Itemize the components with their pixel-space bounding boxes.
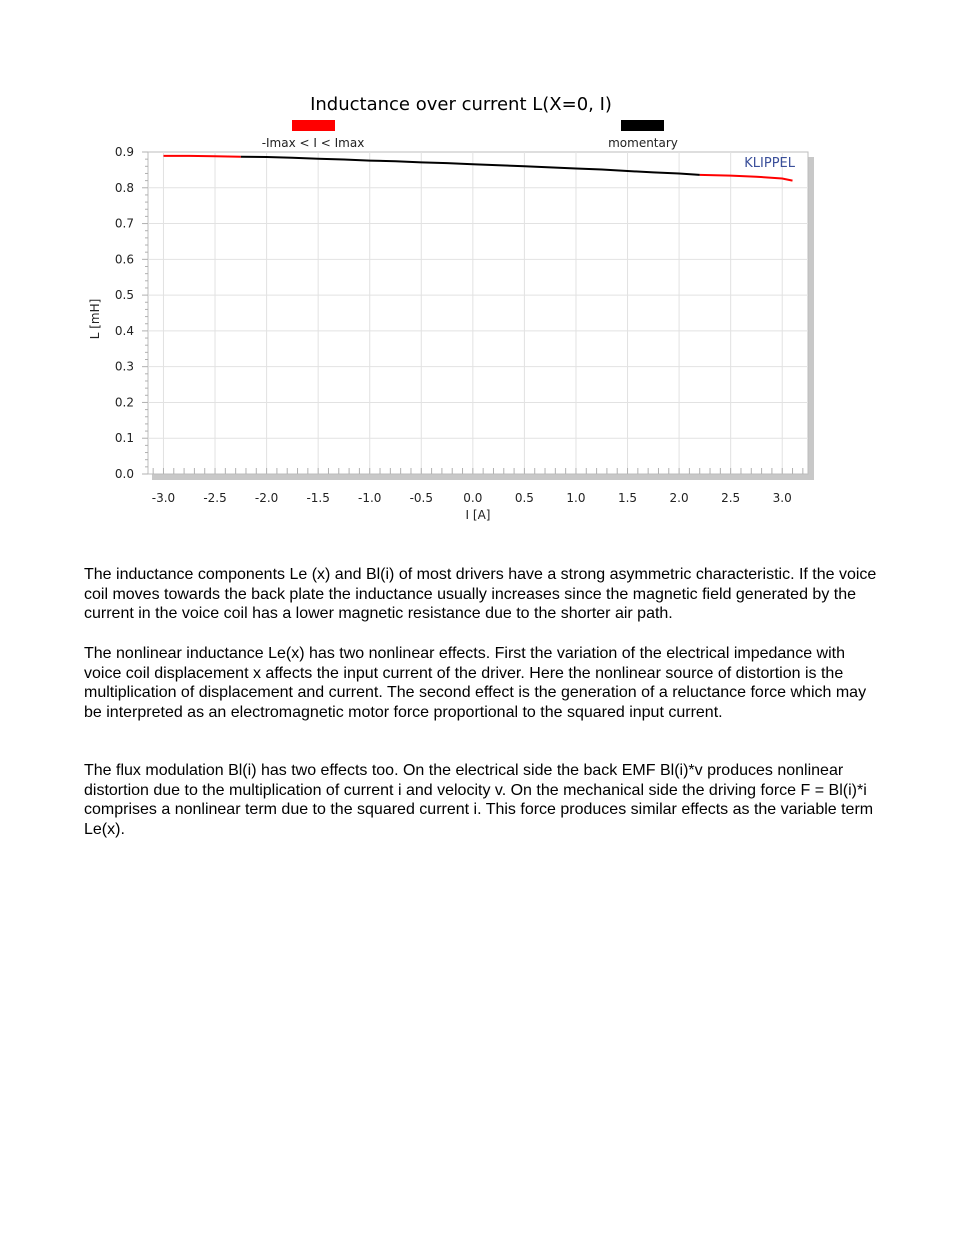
x-tick-label: 1.0	[566, 491, 586, 505]
y-tick-label: 0.6	[114, 252, 134, 267]
y-tick-label: 0.9	[114, 145, 134, 159]
x-tick-label: -3.0	[151, 491, 176, 505]
x-tick-label: 3.0	[772, 491, 792, 505]
klippel-watermark: KLIPPEL	[744, 156, 795, 171]
x-tick-label: 2.5	[721, 491, 741, 505]
y-tick-label: 0.2	[114, 395, 134, 410]
x-tick-label: -0.5	[409, 491, 433, 505]
y-tick-label: 0.4	[114, 323, 134, 338]
x-tick-label: 1.5	[617, 491, 638, 505]
y-axis	[115, 145, 148, 481]
x-tick-label: 0.0	[463, 491, 483, 505]
plot-area	[148, 152, 808, 474]
x-tick-label: -1.5	[306, 491, 330, 505]
paragraph-asymmetry: The inductance components Le (x) and Bl(i) of most drivers have a strong asymmetric characteristic. If the voice coil moves towards the back plate the inductance usually increases since the magnetic field generated by the current in the voice coil has a lower magnetic resistance due to the shorter air path.	[84, 566, 877, 623]
paragraph-flux-modulation: The flux modulation Bl(i) has two effects too. On the electrical side the back EMF Bl(i)*v produces nonlinear distortion due to the multiplication of current i and velocity v. On the mechanical side the driving force F = Bl(i)*i comprises a nonlinear term due to the squared current i. This force produces similar effects as the variable term Le(x).	[84, 762, 874, 838]
y-tick-label: 0.5	[114, 288, 134, 303]
y-tick-label: 0.7	[114, 216, 134, 231]
x-tick-label: 2.0	[669, 491, 689, 505]
y-tick-label: 0.3	[114, 359, 134, 374]
y-tick-label: 0.8	[114, 180, 134, 195]
x-tick-label: -2.0	[254, 491, 279, 505]
inductance-chart	[0, 0, 954, 540]
y-tick-label: 0.1	[114, 431, 134, 446]
x-tick-label: -1.0	[358, 491, 382, 505]
y-axis-label: L [mH]	[88, 298, 102, 340]
plot-shadow-bottom	[152, 474, 814, 480]
legend-swatch-imax-range	[292, 120, 335, 131]
legend-label-momentary: momentary	[608, 136, 678, 150]
x-tick-label: -2.5	[203, 491, 227, 505]
series-imax-range-line	[164, 156, 241, 157]
plot-shadow-right	[808, 157, 814, 480]
x-tick-label: 0.5	[514, 491, 534, 505]
y-tick-label: 0.0	[114, 467, 134, 481]
x-axis-label: I [A]	[465, 508, 491, 522]
legend-label-imax-range: -Imax < I < Imax	[261, 136, 365, 150]
legend-swatch-momentary	[621, 120, 664, 131]
chart-title: Inductance over current L(X=0, I)	[310, 94, 612, 115]
paragraph-nonlinear-inductance: The nonlinear inductance Le(x) has two nonlinear effects. First the variation of the electrical impedance with voice coil displacement x affects the input current of the driver. Here the nonlinear source of distortion is the multiplication of displacement and current. The second effect is the generation of a reluctance force which may be interpreted as an electromagnetic motor force proportional to the squared input current.	[84, 645, 867, 721]
